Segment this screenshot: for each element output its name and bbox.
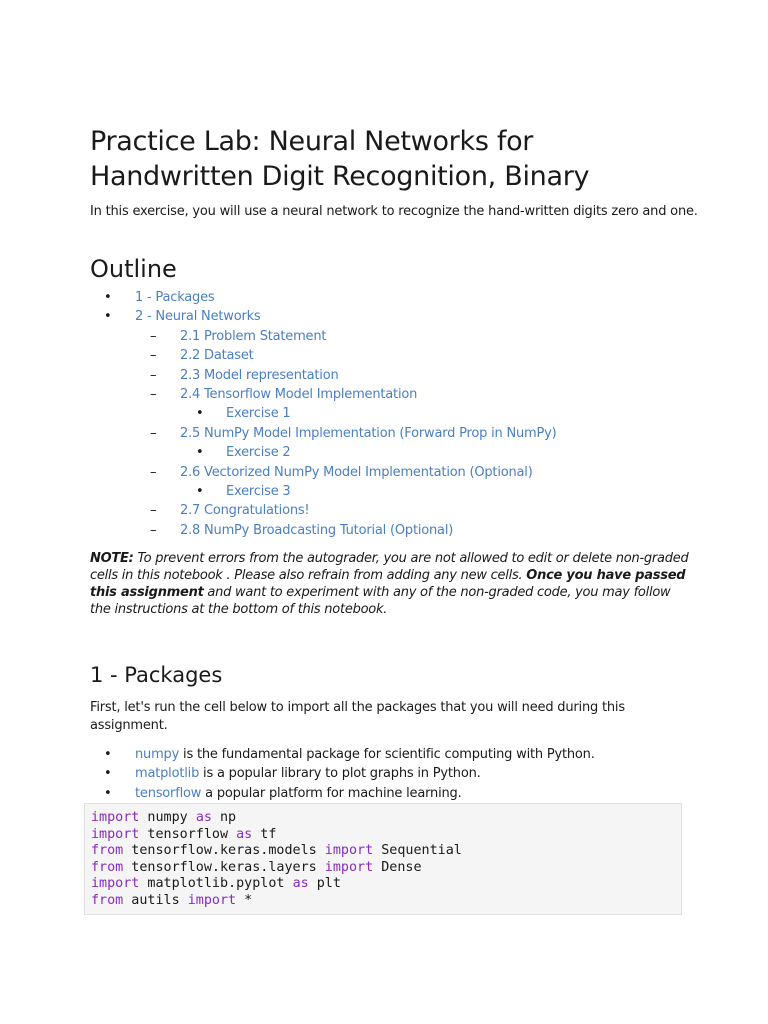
code-line — [91, 893, 681, 910]
outline-link[interactable]: Exercise 3 — [226, 483, 291, 499]
code-token: autils — [123, 892, 188, 908]
package-description — [135, 745, 595, 764]
outline-link[interactable]: 2.1 Problem Statement — [180, 328, 327, 344]
code-keyword: as — [195, 810, 212, 825]
package-text: a popular platform for machine learning. — [201, 785, 462, 801]
code-token: plt — [308, 876, 341, 892]
outline-link[interactable]: 2.4 Tensorflow Model Implementation — [180, 386, 418, 402]
list-marker: – — [150, 386, 157, 402]
code-keyword: from — [91, 859, 124, 875]
code-token: tensorflow.keras.models — [123, 843, 325, 859]
code-keyword: import — [324, 843, 374, 859]
list-marker: • — [196, 483, 204, 499]
package-text: is the fundamental package for scientific computing with Python. — [179, 747, 595, 762]
list-marker: – — [150, 367, 157, 383]
code-keyword: from — [91, 843, 124, 859]
code-line — [91, 843, 681, 860]
list-marker: – — [150, 348, 157, 364]
code-token: matplotlib.pyplot — [139, 876, 293, 892]
list-marker: • — [196, 445, 204, 461]
list-marker: – — [150, 464, 157, 480]
list-marker: – — [150, 425, 157, 441]
code-token: tensorflow — [139, 826, 237, 842]
list-marker: • — [104, 747, 112, 762]
code-keyword: import — [324, 859, 374, 875]
intro-text: In this exercise, you will use a neural network to recognize the hand-written digits zero and one. — [90, 204, 698, 219]
package-link[interactable]: numpy — [135, 747, 180, 762]
code-keyword: import — [91, 810, 140, 825]
list-marker: – — [150, 503, 157, 519]
code-cell[interactable] — [84, 803, 682, 915]
page-title: Practice Lab: Neural Networks for Handwritten Digit Recognition, Binary — [90, 126, 590, 192]
code-keyword: as — [292, 876, 309, 892]
outline-link[interactable]: 2.3 Model representation — [180, 367, 339, 383]
code-token: tf — [252, 826, 277, 842]
code-keyword: import — [187, 892, 237, 908]
code-line — [91, 860, 681, 877]
code-keyword: import — [91, 876, 140, 892]
note-text-1: To prevent errors from the autograder, you are not allowed to edit or delete non-graded cells in this notebook . Please also refrain from adding any new cells. — [90, 551, 689, 583]
code-token: np — [211, 810, 237, 825]
outline-link[interactable]: 2.7 Congratulations! — [180, 503, 310, 519]
outline-link[interactable]: 2.2 Dataset — [180, 348, 254, 364]
code-token: numpy — [139, 810, 196, 825]
code-line — [91, 876, 681, 893]
list-marker: • — [104, 785, 112, 801]
note-text-2: and want to experiment with any of the non-graded code, you may follow the instructions at the bottom of this notebook. — [90, 585, 671, 617]
list-marker: • — [104, 290, 112, 305]
package-link[interactable]: matplotlib — [135, 766, 200, 782]
code-line — [91, 827, 681, 844]
outline-link[interactable]: 1 - Packages — [135, 290, 215, 305]
code-token: * — [236, 892, 253, 908]
outline-link[interactable]: 2 - Neural Networks — [135, 309, 261, 325]
code-keyword: from — [91, 892, 124, 908]
package-description — [135, 784, 462, 803]
outline-link[interactable]: 2.6 Vectorized NumPy Model Implementation (Optional) — [180, 464, 533, 480]
code-keyword: as — [236, 826, 253, 842]
list-marker: – — [150, 522, 157, 538]
code-token: Sequential — [373, 843, 462, 859]
package-link[interactable]: tensorflow — [135, 785, 202, 801]
list-marker: • — [104, 309, 112, 325]
code-token: tensorflow.keras.layers — [123, 859, 325, 875]
outline-link[interactable]: Exercise 2 — [226, 445, 291, 461]
list-marker: – — [150, 328, 157, 344]
outline-link[interactable]: 2.8 NumPy Broadcasting Tutorial (Optional) — [180, 522, 454, 538]
outline-link[interactable]: Exercise 1 — [226, 406, 291, 422]
code-token: Dense — [373, 859, 422, 875]
outline-heading: Outline — [90, 255, 177, 283]
packages-heading: 1 - Packages — [90, 663, 223, 687]
code-line — [91, 810, 681, 827]
package-text: is a popular library to plot graphs in Python. — [199, 766, 481, 782]
code-keyword: import — [91, 826, 140, 842]
outline-link[interactable]: 2.5 NumPy Model Implementation (Forward Prop in NumPy) — [180, 425, 557, 441]
note-bold-text: Once you have passed this assignment — [90, 568, 686, 600]
list-marker: • — [196, 406, 204, 422]
package-description — [135, 764, 481, 783]
list-marker: • — [104, 766, 112, 782]
note-paragraph — [90, 550, 690, 618]
packages-intro: First, let's run the cell below to import all the packages that you will need during this assignment. — [90, 700, 625, 733]
note-label: NOTE: — [90, 551, 134, 566]
